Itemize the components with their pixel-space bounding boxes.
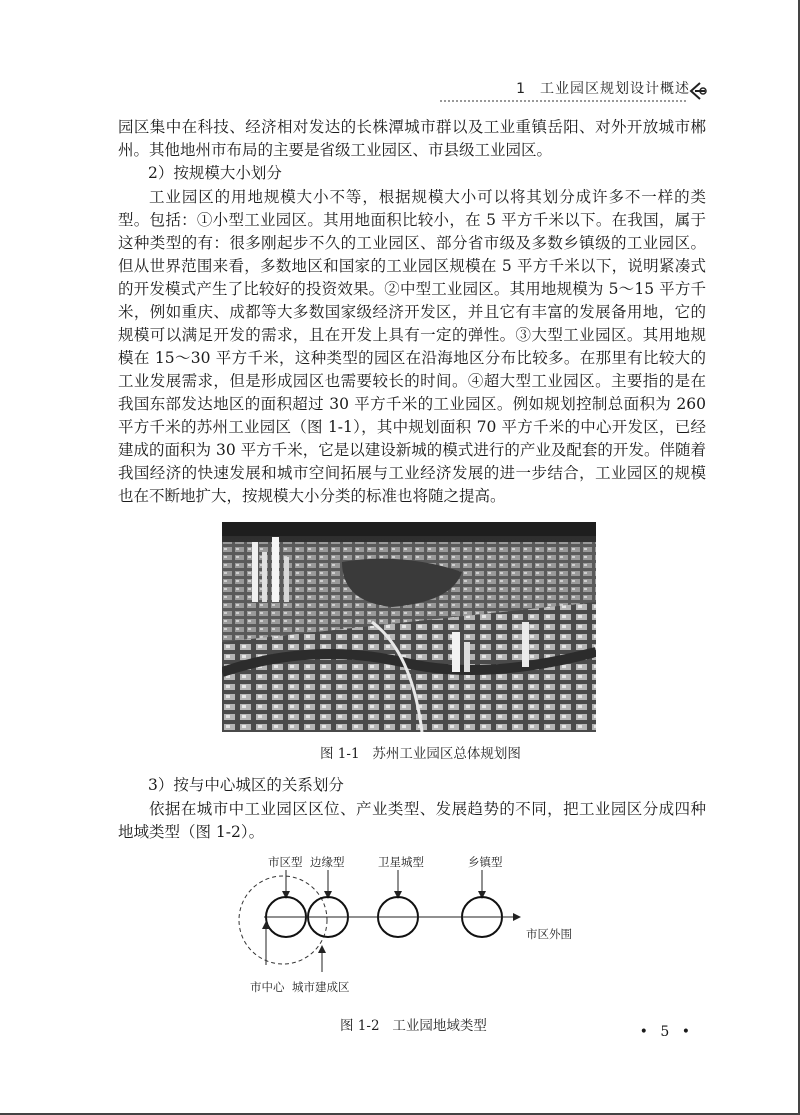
label-township-type: 乡镇型 bbox=[468, 855, 503, 869]
section-heading-size: 2）按规模大小划分 bbox=[148, 164, 282, 182]
figure-1-number: 图 1-1 bbox=[320, 746, 360, 762]
section-heading-relation: 3）按与中心城区的关系划分 bbox=[148, 776, 344, 794]
figure-2-title: 工业园地域类型 bbox=[392, 1018, 487, 1034]
chapter-title: 工业园区规划设计概述 bbox=[540, 81, 690, 97]
built-area-dashed-circle bbox=[239, 876, 327, 964]
paragraph-1-text: 园区集中在科技、经济相对发达的长株潭城市群以及工业重镇岳阳、对外开放城市郴州。其他地州市布局的主要是省级工业园区、市县级工业园区。 bbox=[118, 118, 706, 159]
label-urban-type: 市区型 bbox=[268, 855, 303, 869]
figure-1-title: 苏州工业园区总体规划图 bbox=[372, 746, 521, 762]
chapter-number: 1 bbox=[516, 81, 526, 97]
chapter-arrow-icon bbox=[686, 80, 708, 102]
paragraph-2 bbox=[118, 186, 706, 508]
suzhou-park-model-photo bbox=[222, 522, 596, 732]
label-edge-type: 边缘型 bbox=[310, 855, 345, 869]
figure-2-number: 图 1-2 bbox=[340, 1018, 380, 1034]
label-city-center: 市中心 bbox=[250, 980, 285, 994]
label-outer-area: 市区外围 bbox=[526, 927, 572, 941]
paragraph-1 bbox=[118, 116, 706, 162]
industrial-park-type-diagram bbox=[220, 850, 600, 1010]
figure-1-caption bbox=[320, 742, 521, 762]
label-satellite-type: 卫星城型 bbox=[378, 855, 424, 869]
paragraph-2-text: 工业园区的用地规模大小不等，根据规模大小可以将其划分成许多不一样的类型。包括：①小型工业园区。其用地面积比较小，在 5 平方千米以下。在我国，属于这种类型的有：很多刚起步不久的工业园区、部分省市级及多数乡镇级的工业园区。但从世界范围来看，多数地区和国家的工业园区规模在 5 平方千米以下，说明紧凑式的开发模式产生了比较好的投资效果。②中型工业园区。其用地规模为 5～15 平方千米，例如重庆、成都等大多数国家级经济开发区，并且它有丰富的发展备用地，它的规模可以满足开发的需求，且在开发上具有一定的弹性。③大型工业园区。其用地规模在 15～30 平方千米，这种类型的园区在沿海地区分布比较多。在那里有比较大的工业发展需求，但是形成园区也需要较长的时间。④超大型工业园区。主要指的是在我国东部发达地区的面积超过 30 平方千米的工业园区。例如规划控制总面积为 260 平方千米的苏州工业园区（图 1-1），其中规划面积 70 平方千米的中心开发区，已经建成的面积为 30 平方千米，它是以建设新城的模式进行的产业及配套的开发。伴随着我国经济的快速发展和城市空间拓展与工业经济发展的进一步结合，工业园区的规模也在不断地扩大，按规模大小分类的标准也将随之提高。 bbox=[118, 188, 706, 505]
paragraph-3-text: 依据在城市中工业园区区位、产业类型、发展趋势的不同，把工业园区分成四种地域类型（图 1-2）。 bbox=[118, 800, 706, 841]
page-number: • 5 • bbox=[639, 1024, 694, 1040]
running-head bbox=[516, 78, 690, 98]
running-head-rule bbox=[440, 100, 686, 102]
figure-2-caption bbox=[340, 1014, 487, 1034]
label-built-area: 城市建成区 bbox=[292, 980, 350, 994]
paragraph-3 bbox=[118, 798, 706, 844]
